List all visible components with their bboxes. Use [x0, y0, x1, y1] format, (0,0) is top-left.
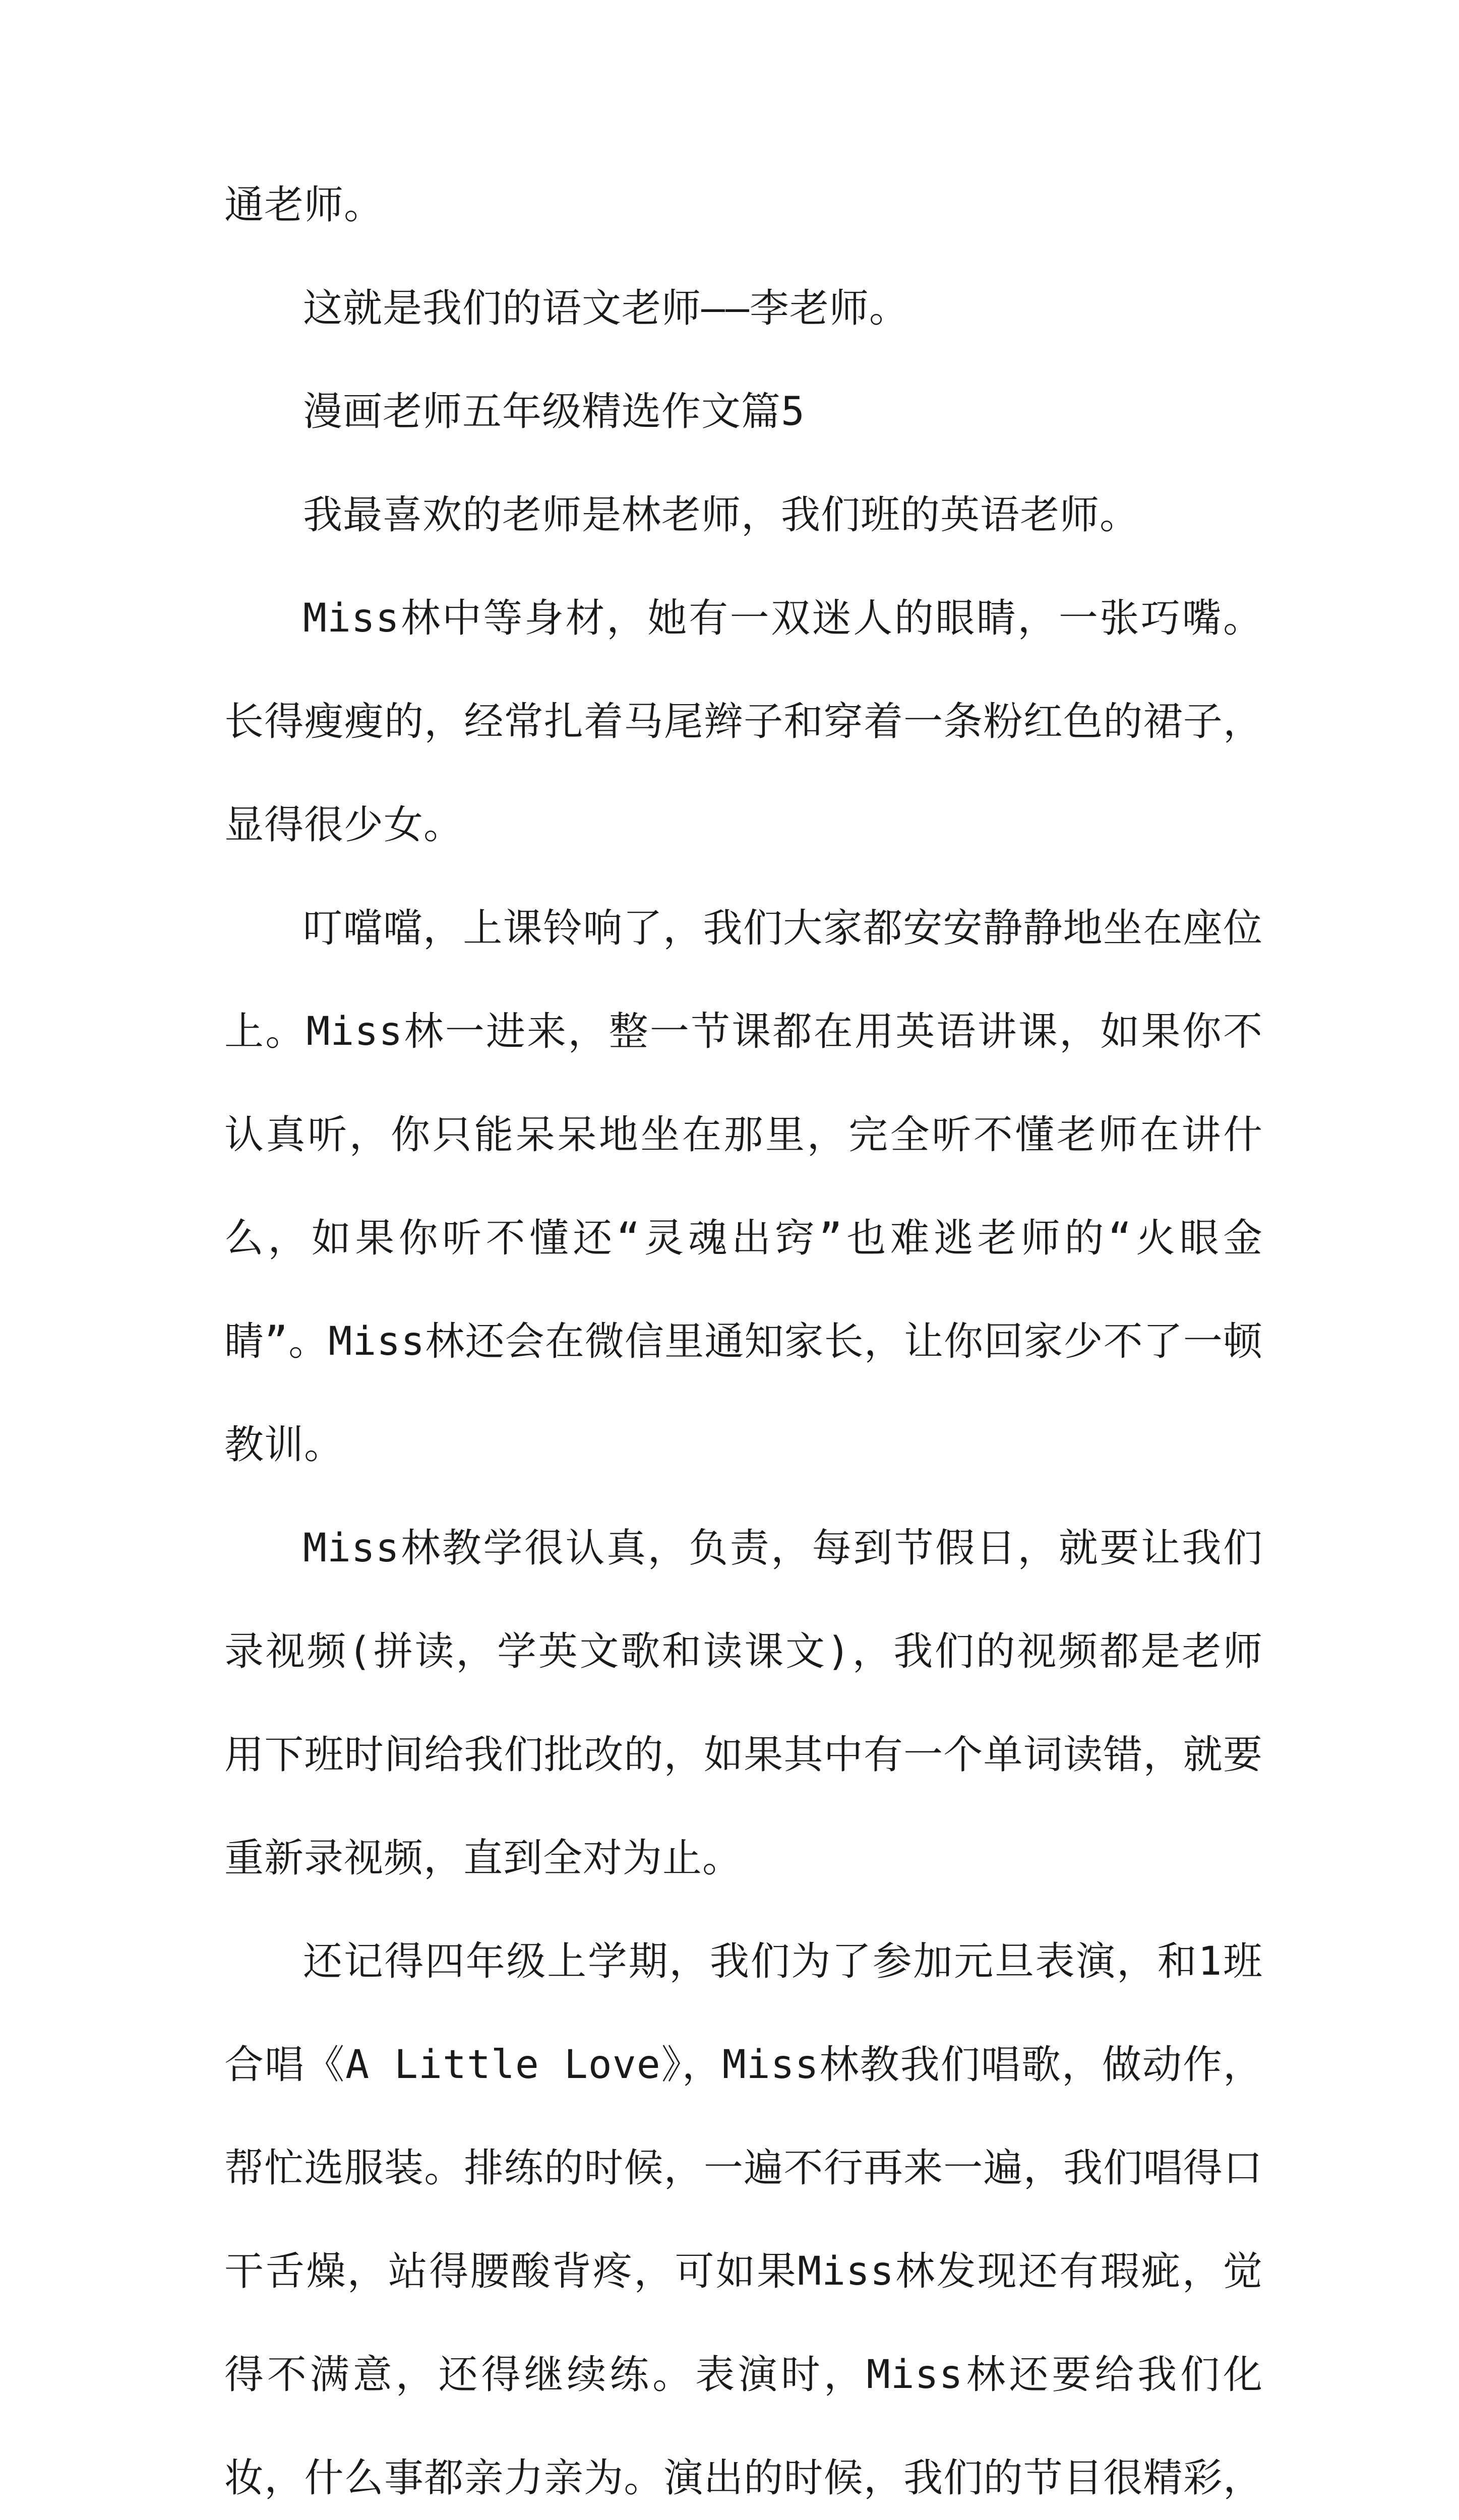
paragraph: 叮噹噹，上课铃响了，我们大家都安安静静地坐在座位上。Miss林一进来，整一节课都在用英语讲课，如果你不认真听，你只能呆呆地坐在那里，完全听不懂老师在讲什么，如果你听不懂还“灵魂出窍”也难逃老师的“火眼金睛”。Miss林还会在微信里通知家长，让你回家少不了一顿教训。 — [224, 906, 1263, 1468]
paragraph: 通老师。 — [224, 182, 384, 228]
paragraph: 还记得四年级上学期，我们为了参加元旦表演，和1班合唱《A Little Love》，Miss林教我们唱歌，做动作，帮忙选服装。排练的时候，一遍不行再来一遍，我们唱得口干舌燥，站得腰酸背疼，可如果Miss林发现还有瑕疵，觉得不满意，还得继续练。表演时，Miss林还要给我们化妆，什么事都亲力亲为。演出的时候，我们的节目很精彩， — [224, 1939, 1263, 2501]
document-body — [224, 154, 1263, 2520]
paragraph: Miss林中等身材，她有一双迷人的眼睛，一张巧嘴。长得瘦瘦的，经常扎着马尾辫子和穿着一条粉红色的裙子，显得很少女。 — [224, 596, 1263, 848]
paragraph: Miss林教学很认真，负责，每到节假日，就要让我们录视频(拼读，学英文歌和读课文)，我们的视频都是老师用下班时间给我们批改的，如果其中有一个单词读错，就要重新录视频，直到全对为止。 — [224, 1526, 1263, 1881]
section-title: 漫画老师五年级精选作文篇5 — [303, 389, 805, 434]
paragraph: 我最喜欢的老师是林老师，我们班的英语老师。 — [303, 492, 1140, 538]
paragraph: 这就是我们的语文老师——李老师。 — [303, 286, 909, 331]
